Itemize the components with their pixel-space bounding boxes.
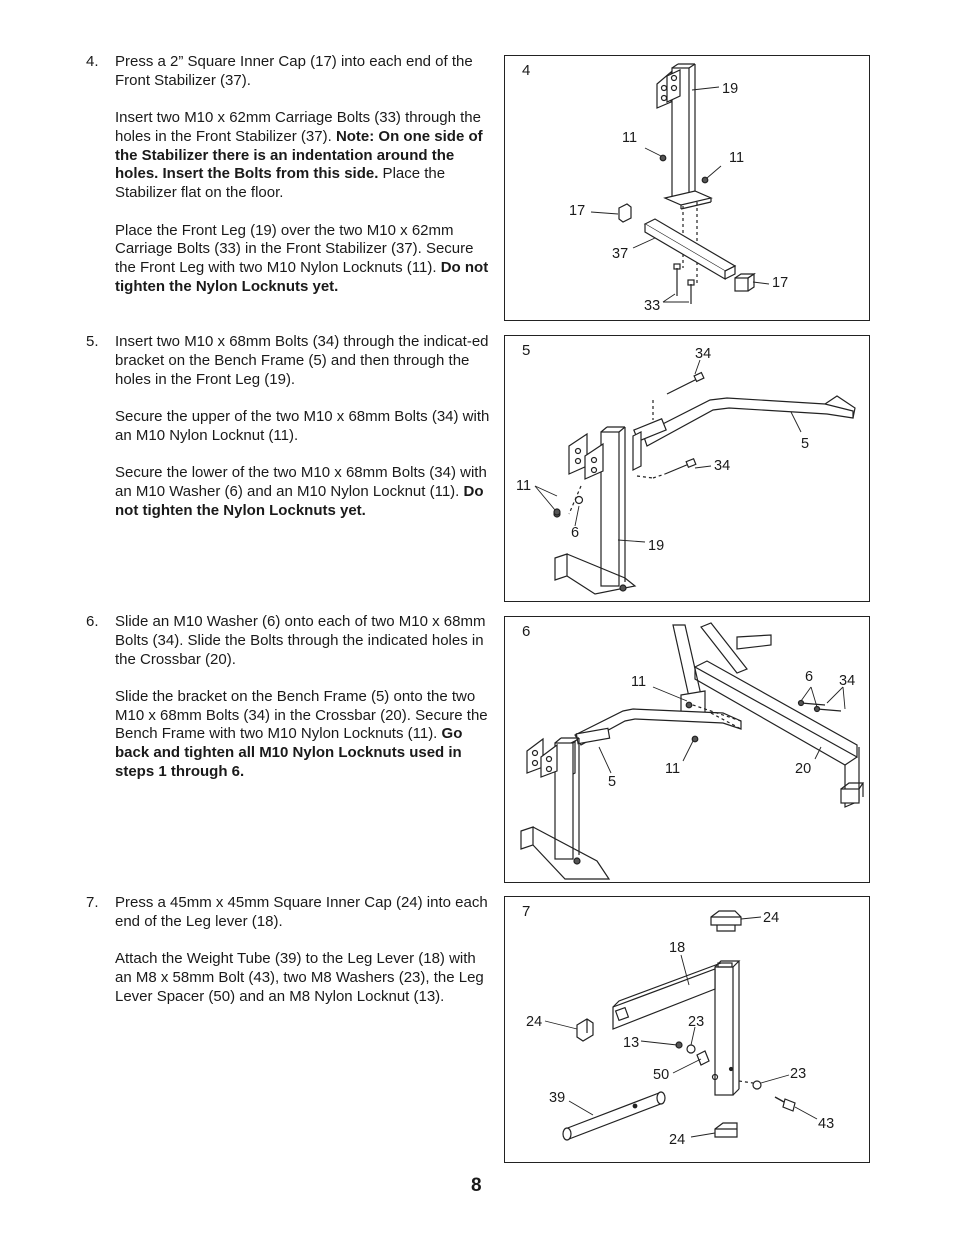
bold-instruction-text: Go back and tighten all M10 Nylon Locknuts used in steps 1 through 6. xyxy=(115,725,463,781)
step-body xyxy=(115,894,496,1006)
callout-11: 11 xyxy=(516,478,532,494)
callout-19: 19 xyxy=(722,81,739,97)
callout-11: 11 xyxy=(631,674,647,690)
callout-17: 17 xyxy=(772,275,789,291)
bold-instruction-text: Note: On one side of the Stabilizer there is an indentation around the holes. Insert the Bolts from this side. xyxy=(115,127,483,183)
instruction-paragraph xyxy=(115,464,496,520)
callout-24: 24 xyxy=(763,910,780,926)
diagram-number: 6 xyxy=(522,623,531,640)
step-5 xyxy=(86,333,496,539)
callout-6: 6 xyxy=(805,669,814,685)
assembly-illustration xyxy=(505,336,869,601)
instruction-text: Insert two M10 x 68mm Bolts (34) through the indicat-ed bracket on the Bench Frame (5) and then through the holes in the Front Leg (19). xyxy=(115,333,489,388)
step-body xyxy=(115,333,496,520)
callout-33: 33 xyxy=(644,298,661,314)
callout-23: 23 xyxy=(688,1014,705,1030)
callout-18: 18 xyxy=(669,940,686,956)
instruction-paragraph xyxy=(115,53,496,91)
callout-24: 24 xyxy=(669,1132,686,1148)
diagram-number: 4 xyxy=(522,62,531,79)
step-number: 4. xyxy=(86,53,99,70)
callout-50: 50 xyxy=(653,1067,670,1083)
callout-34: 34 xyxy=(839,673,856,689)
callout-5: 5 xyxy=(801,436,810,452)
bold-instruction-text: Do not tighten the Nylon Locknuts yet. xyxy=(115,259,489,295)
instruction-text: Secure the lower of the two M10 x 68mm Bolts (34) with an M10 Washer (6) and an M10 Nylon Locknut (11). xyxy=(115,463,487,500)
assembly-illustration xyxy=(505,897,869,1162)
assembly-illustration xyxy=(505,56,869,320)
callout-37: 37 xyxy=(612,246,629,262)
callout-11: 11 xyxy=(729,150,745,166)
diagram-step-6 xyxy=(504,616,870,883)
callout-11: 11 xyxy=(622,130,638,146)
callout-13: 13 xyxy=(623,1035,640,1051)
callout-34: 34 xyxy=(695,346,712,362)
instruction-paragraph xyxy=(115,950,496,1006)
callout-19: 19 xyxy=(648,538,665,554)
instruction-paragraph xyxy=(115,222,496,297)
page-number: 8 xyxy=(471,1175,482,1196)
step-number: 5. xyxy=(86,333,99,350)
instruction-text: Slide the bracket on the Bench Frame (5) onto the two M10 x 68mm Bolts (34) in the Crossbar (20). Secure the Bench Frame with two M10 Nylon Locknuts (11). xyxy=(115,687,488,743)
instruction-paragraph xyxy=(115,613,496,669)
instruction-paragraph xyxy=(115,894,496,932)
callout-43: 43 xyxy=(818,1116,835,1132)
step-number: 7. xyxy=(86,894,99,911)
diagram-step-5 xyxy=(504,335,870,602)
diagram-step-4 xyxy=(504,55,870,321)
callout-6: 6 xyxy=(571,525,580,541)
instruction-text: Slide an M10 Washer (6) onto each of two M10 x 68mm Bolts (34). Slide the Bolts through the indicated holes in the Crossbar (20). xyxy=(115,613,486,668)
step-body xyxy=(115,613,496,782)
callout-34: 34 xyxy=(714,458,731,474)
diagram-number: 7 xyxy=(522,903,531,920)
step-6 xyxy=(86,613,496,800)
callout-24: 24 xyxy=(526,1014,543,1030)
instruction-text: Press a 45mm x 45mm Square Inner Cap (24) into each end of the Leg lever (18). xyxy=(115,894,488,930)
instruction-paragraph xyxy=(115,333,496,389)
instruction-text: Press a 2” Square Inner Cap (17) into each end of the Front Stabilizer (37). xyxy=(115,53,473,89)
callout-39: 39 xyxy=(549,1090,566,1106)
callout-23: 23 xyxy=(790,1066,807,1082)
bold-instruction-text: Do not tighten the Nylon Locknuts yet. xyxy=(115,482,484,519)
instruction-text: Place the Front Leg (19) over the two M10 x 62mm Carriage Bolts (33) in the Front Stabilizer (37). Secure the Front Leg with two M10 Nylon Locknuts (11). xyxy=(115,221,474,277)
callout-5: 5 xyxy=(608,774,617,790)
diagram-number: 5 xyxy=(522,342,531,359)
instruction-text: Place the Stabilizer flat on the floor. xyxy=(115,165,446,202)
instruction-paragraph xyxy=(115,109,496,203)
instruction-text: Secure the upper of the two M10 x 68mm Bolts (34) with an M10 Nylon Locknut (11). xyxy=(115,407,490,444)
step-7 xyxy=(86,894,496,1025)
diagram-step-7 xyxy=(504,896,870,1163)
assembly-illustration xyxy=(505,617,869,882)
instruction-text: Insert two M10 x 62mm Carriage Bolts (33) through the holes in the Front Stabilizer (37). xyxy=(115,109,481,145)
step-body xyxy=(115,53,496,297)
callout-11: 11 xyxy=(665,761,681,777)
instruction-text: Attach the Weight Tube (39) to the Leg Lever (18) with an M8 x 58mm Bolt (43), two M8 Washers (23), the Leg Lever Spacer (50) and an M8 Nylon Locknut (13). xyxy=(115,950,484,1005)
step-4 xyxy=(86,53,496,315)
instruction-paragraph xyxy=(115,408,496,446)
instruction-paragraph xyxy=(115,688,496,782)
step-number: 6. xyxy=(86,613,99,630)
callout-17: 17 xyxy=(569,203,586,219)
callout-20: 20 xyxy=(795,761,812,777)
